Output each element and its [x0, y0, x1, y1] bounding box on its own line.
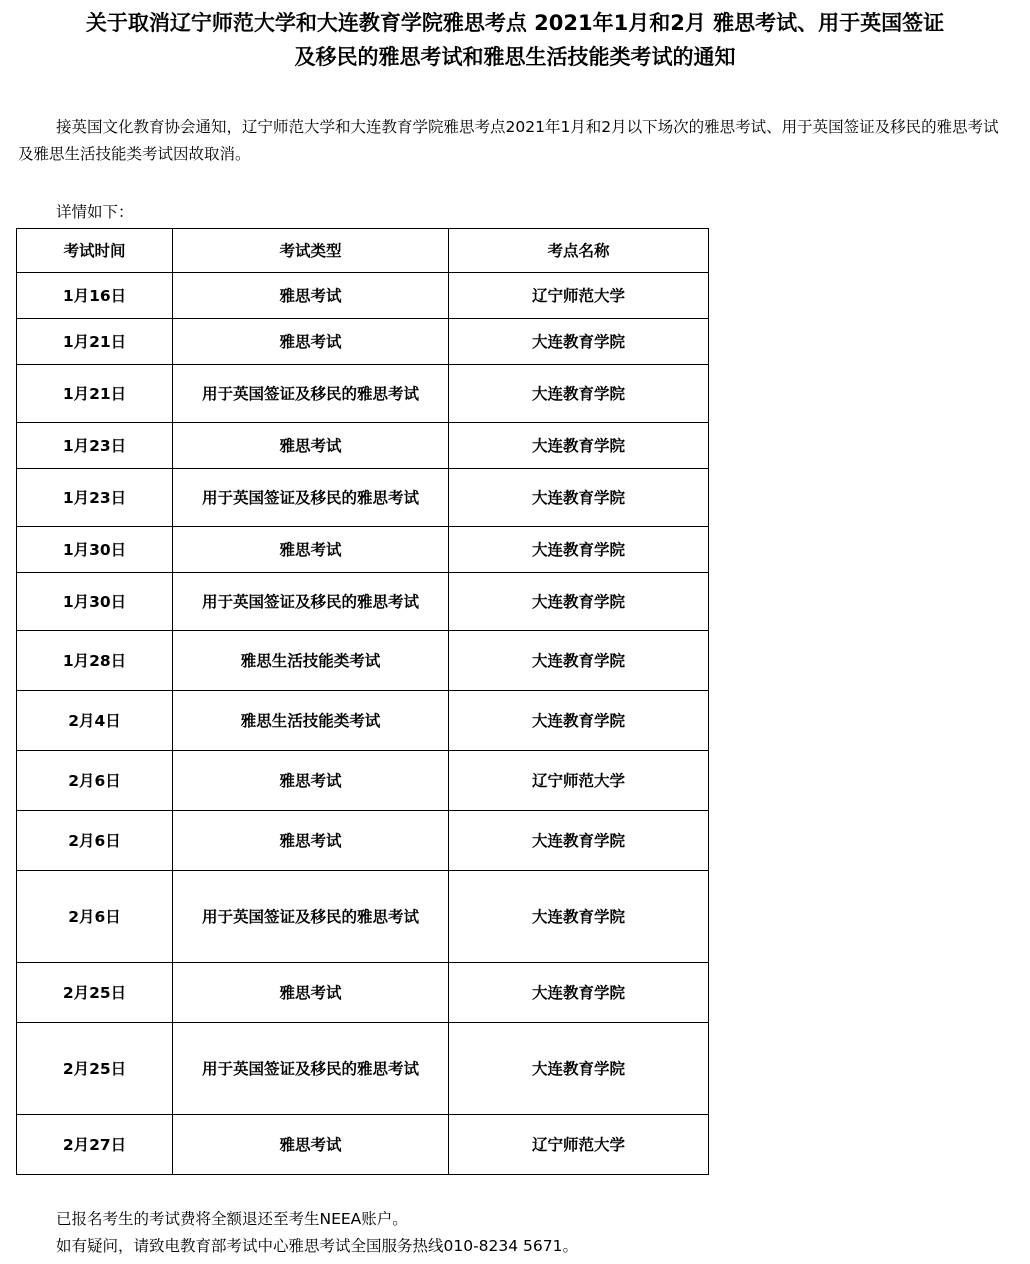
cell-date: 2月27日	[17, 1115, 173, 1175]
cell-type: 用于英国签证及移民的雅思考试	[173, 871, 449, 963]
details-label: 详情如下：	[56, 203, 134, 221]
table-row	[17, 811, 709, 871]
header-exam-type: 考试类型	[173, 229, 449, 273]
table-row	[17, 1115, 709, 1175]
cell-type: 雅思考试	[173, 751, 449, 811]
header-exam-time: 考试时间	[17, 229, 173, 273]
cell-date: 1月21日	[17, 319, 173, 365]
cell-venue: 辽宁师范大学	[449, 273, 709, 319]
cell-type: 雅思生活技能类考试	[173, 631, 449, 691]
table-row	[17, 319, 709, 365]
cell-venue: 辽宁师范大学	[449, 1115, 709, 1175]
cell-venue: 大连教育学院	[449, 871, 709, 963]
table-row	[17, 573, 709, 631]
table-row	[17, 365, 709, 423]
cell-venue: 大连教育学院	[449, 573, 709, 631]
notice-title	[0, 6, 1030, 74]
table-row	[17, 963, 709, 1023]
cell-date: 1月30日	[17, 573, 173, 631]
cell-venue: 大连教育学院	[449, 1023, 709, 1115]
cell-venue: 大连教育学院	[449, 631, 709, 691]
cell-venue: 大连教育学院	[449, 319, 709, 365]
cell-venue: 大连教育学院	[449, 811, 709, 871]
cell-type: 雅思考试	[173, 273, 449, 319]
notice-footer	[56, 1206, 578, 1260]
cell-type: 雅思考试	[173, 423, 449, 469]
table-row	[17, 691, 709, 751]
cell-date: 2月6日	[17, 751, 173, 811]
cell-type: 雅思生活技能类考试	[173, 691, 449, 751]
cell-date: 2月6日	[17, 871, 173, 963]
cell-type: 用于英国签证及移民的雅思考试	[173, 469, 449, 527]
table-row	[17, 423, 709, 469]
cell-type: 用于英国签证及移民的雅思考试	[173, 1023, 449, 1115]
cell-date: 2月25日	[17, 963, 173, 1023]
table-row	[17, 469, 709, 527]
cell-date: 2月25日	[17, 1023, 173, 1115]
cell-date: 1月28日	[17, 631, 173, 691]
table-header-row	[17, 229, 709, 273]
table-row	[17, 273, 709, 319]
cell-date: 1月23日	[17, 423, 173, 469]
cell-date: 1月23日	[17, 469, 173, 527]
header-venue-name: 考点名称	[449, 229, 709, 273]
cell-type: 雅思考试	[173, 1115, 449, 1175]
cell-date: 1月30日	[17, 527, 173, 573]
cell-venue: 大连教育学院	[449, 469, 709, 527]
cell-date: 1月21日	[17, 365, 173, 423]
cell-venue: 大连教育学院	[449, 365, 709, 423]
table-row	[17, 751, 709, 811]
cell-type: 雅思考试	[173, 811, 449, 871]
cell-date: 2月6日	[17, 811, 173, 871]
table-row	[17, 631, 709, 691]
cell-venue: 大连教育学院	[449, 423, 709, 469]
cell-type: 用于英国签证及移民的雅思考试	[173, 573, 449, 631]
cell-type: 雅思考试	[173, 963, 449, 1023]
cell-type: 用于英国签证及移民的雅思考试	[173, 365, 449, 423]
notice-intro: 接英国文化教育协会通知，辽宁师范大学和大连教育学院雅思考点2021年1月和2月以下场次的雅思考试、用于英国签证及移民的雅思考试及雅思生活技能类考试因故取消。	[18, 118, 999, 163]
cell-date: 1月16日	[17, 273, 173, 319]
notice-title-line2: 及移民的雅思考试和雅思生活技能类考试的通知	[294, 45, 736, 69]
notice-title-line1: 关于取消辽宁师范大学和大连教育学院雅思考点 2021年1月和2月 雅思考试、用于英国签证	[85, 11, 945, 35]
cell-venue: 大连教育学院	[449, 527, 709, 573]
table-row	[17, 871, 709, 963]
refund-note: 已报名考生的考试费将全额退还至考生NEEA账户。	[56, 1210, 408, 1228]
cell-type: 雅思考试	[173, 527, 449, 573]
cell-type: 雅思考试	[173, 319, 449, 365]
cell-venue: 大连教育学院	[449, 691, 709, 751]
table-row	[17, 527, 709, 573]
schedule-table	[16, 228, 709, 1175]
cell-venue: 大连教育学院	[449, 963, 709, 1023]
cell-date: 2月4日	[17, 691, 173, 751]
cell-venue: 辽宁师范大学	[449, 751, 709, 811]
table-row	[17, 1023, 709, 1115]
contact-note: 如有疑问，请致电教育部考试中心雅思考试全国服务热线010-8234 5671。	[56, 1237, 578, 1255]
